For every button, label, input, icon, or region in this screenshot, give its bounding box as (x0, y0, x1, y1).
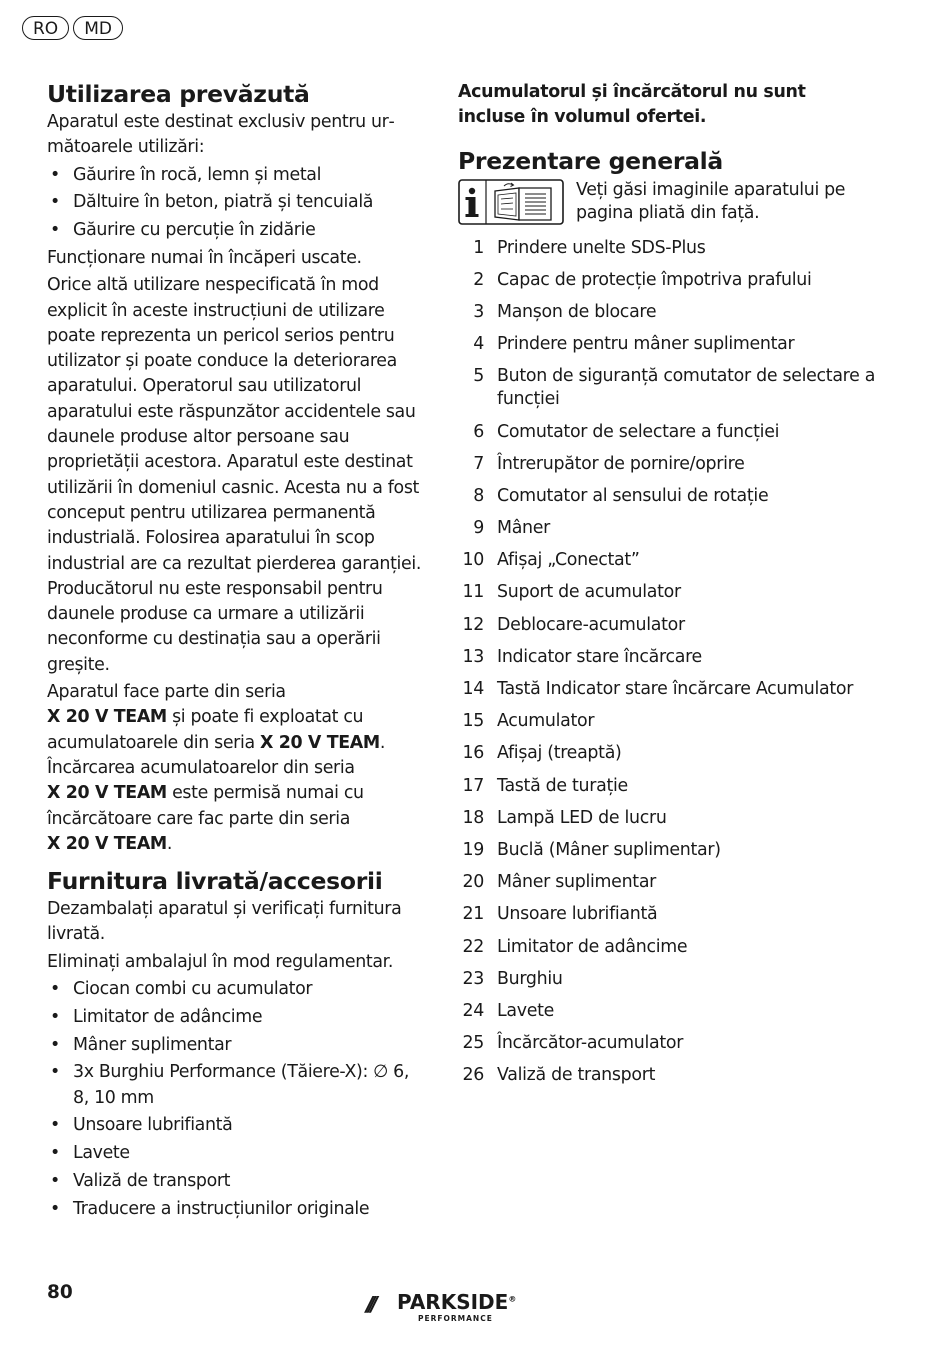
part-label: Lavete (497, 1000, 555, 1021)
part-number: 5 (473, 366, 484, 387)
logo-text: PARKSIDE (397, 1290, 509, 1314)
series-text: Aparatul face parte din seria (47, 682, 286, 703)
part-number: 12 (462, 614, 484, 635)
part-label: Acumulator (497, 711, 595, 732)
part-label: Lampă LED de lucru (497, 807, 667, 828)
page-number: 80 (47, 1282, 73, 1303)
scope-paragraph-1: Dezambalați aparatul și verificați furnitura livrată. (47, 899, 402, 945)
list-item (458, 1064, 878, 1087)
scope-heading: Furnitura livrată/accesorii (47, 867, 383, 896)
series-text: . (166, 833, 173, 854)
part-number: 10 (462, 550, 484, 571)
part-label: Limitator de adâncime (497, 936, 688, 957)
series-text: și poate fi exploatat cu acumulatoarele din seria (47, 707, 364, 753)
part-number: 22 (462, 936, 484, 957)
right-column (458, 78, 878, 1096)
part-number: 4 (473, 334, 484, 355)
part-number: 20 (462, 872, 484, 893)
part-label: Afișaj (treaptă) (497, 743, 622, 764)
part-number: 14 (462, 679, 484, 700)
part-label: Mâner suplimentar (497, 872, 657, 893)
list-item (458, 365, 878, 411)
list-item (458, 333, 878, 356)
list-item (458, 646, 878, 669)
series-text: Încărcarea acumulatoarelor din seria (47, 757, 355, 778)
part-label: Burghiu (497, 968, 563, 989)
part-label: Indicator stare încărcare (497, 646, 702, 667)
list-item (458, 807, 878, 830)
list-item: • Ciocan combi cu acumulator (47, 977, 427, 1002)
list-item (458, 453, 878, 476)
part-label: Tastă de turație (497, 775, 628, 796)
part-number: 19 (462, 839, 484, 860)
dry-rooms-note: Funcționare numai în încăperi uscate. (47, 247, 362, 268)
part-number: 2 (473, 269, 484, 290)
scope-list (47, 977, 427, 1222)
list-item (458, 968, 878, 991)
lang-badge-md: MD (73, 16, 123, 40)
series-brand: X 20 V TEAM (259, 732, 380, 753)
list-item (458, 1032, 878, 1055)
part-label: Mâner (497, 518, 551, 539)
list-item (458, 775, 878, 798)
part-label: Încărcător-acumulator (497, 1033, 684, 1054)
part-number: 15 (462, 711, 484, 732)
left-column (47, 78, 427, 1225)
series-brand: X 20 V TEAM (47, 783, 167, 804)
list-item (458, 614, 878, 637)
list-item (458, 871, 878, 894)
list-item (458, 1000, 878, 1023)
logo-subtitle: PERFORMANCE (418, 1314, 493, 1323)
part-number: 17 (462, 775, 484, 796)
part-label: Comutator al sensului de rotație (497, 485, 769, 506)
list-item (458, 903, 878, 926)
logo-slashes-icon: /// (366, 1292, 373, 1316)
part-number: 7 (473, 453, 484, 474)
list-item (458, 301, 878, 324)
intended-use-intro: Aparatul este destinat exclusiv pentru următoarele utilizări: (47, 112, 395, 158)
list-item: • Unsoare lubrifiantă (47, 1113, 427, 1138)
part-number: 25 (462, 1033, 484, 1054)
list-item: • Lavete (47, 1141, 427, 1166)
list-item (458, 421, 878, 444)
part-label: Prindere unelte SDS-Plus (497, 237, 706, 258)
list-item (458, 269, 878, 292)
series-paragraph (47, 680, 427, 857)
part-label: Buton de siguranță comutator de selectare a funcției (497, 366, 876, 410)
part-number: 23 (462, 968, 484, 989)
part-label: Tastă Indicator stare încărcare Acumulator (497, 679, 854, 700)
series-brand: X 20 V TEAM (47, 707, 167, 728)
list-item: • Limitator de adâncime (47, 1005, 427, 1030)
list-item (458, 517, 878, 540)
part-number: 13 (462, 646, 484, 667)
intended-use-list (47, 163, 427, 244)
part-label: Buclă (Mâner suplimentar) (497, 839, 721, 860)
list-item: • Găurire în rocă, lemn și metal (47, 163, 427, 188)
part-label: Întrerupător de pornire/oprire (497, 453, 745, 474)
lang-badge-ro: RO (22, 16, 69, 40)
part-number: 1 (473, 237, 484, 258)
part-label: Prindere pentru mâner suplimentar (497, 334, 795, 355)
list-item (458, 742, 878, 765)
scope-paragraph-2: Eliminați ambalajul în mod regulamentar. (47, 951, 394, 972)
list-item: • Mâner suplimentar (47, 1033, 427, 1058)
part-number: 16 (462, 743, 484, 764)
part-label: Capac de protecție împotriva prafului (497, 269, 812, 290)
list-item (458, 678, 878, 701)
overview-heading: Prezentare generală (458, 146, 723, 175)
parts-list (458, 237, 878, 1088)
list-item: • Valiză de transport (47, 1169, 427, 1194)
part-label: Comutator de selectare a funcției (497, 421, 780, 442)
not-included-note: Acumulatorul și încărcătorul nu sunt incluse în volumul ofertei. (458, 82, 806, 128)
part-label: Unsoare lubrifiantă (497, 904, 658, 925)
list-item (458, 581, 878, 604)
part-label: Suport de acumulator (497, 582, 681, 603)
logo-registered: ® (508, 1294, 517, 1304)
list-item (458, 237, 878, 260)
part-number: 21 (462, 904, 484, 925)
parkside-logo (366, 1290, 516, 1324)
series-text: . (379, 732, 386, 753)
part-number: 9 (473, 518, 484, 539)
list-item: • Găurire cu percuție în zidărie (47, 218, 427, 243)
part-label: Manșon de blocare (497, 301, 657, 322)
part-number: 3 (473, 301, 484, 322)
list-item: • 3x Burghiu Performance (Tăiere-X): ∅ 6, 8, 10 mm (47, 1060, 427, 1111)
part-number: 26 (462, 1065, 484, 1086)
language-badges (22, 16, 123, 40)
part-number: 8 (473, 485, 484, 506)
list-item (458, 485, 878, 508)
part-number: 18 (462, 807, 484, 828)
series-text: este permisă numai cu încărcătoare care fac parte din seria (47, 783, 364, 829)
part-number: 11 (462, 582, 484, 603)
logo-wordmark (397, 1290, 516, 1314)
part-number: 24 (462, 1000, 484, 1021)
part-label: Afișaj „Conectat” (497, 550, 640, 571)
misuse-warning: Orice altă utilizare nespecificată în mod explicit în aceste instrucțiuni de utilizare poate reprezenta un pericol serios pentru utilizator și poate conduce la deteriorarea aparatului. Operatorul sau utilizatorul aparatului este răspunzător accidentele sau daunele produse altor persoane sau proprietății acestora. Aparatul este destinat utilizării în domeniul casnic. Acesta nu a fost conceput pentru utilizarea permanentă industrială. Folosirea aparatului în scop industrial are ca rezultat pierderea garanției. Producătorul nu este responsabil pentru daunele produse ca urmare a utilizării neconforme cu destinația sau a operării greșite. (47, 275, 422, 675)
list-item (458, 936, 878, 959)
intended-use-heading: Utilizarea prevăzută (47, 80, 310, 108)
part-label: Valiză de transport (497, 1065, 656, 1086)
info-text: Veți găsi imaginile aparatului pe pagina pliată din față. (576, 179, 846, 223)
info-box (458, 179, 878, 225)
list-item (458, 549, 878, 572)
info-foldout-icon (458, 179, 564, 225)
list-item (458, 839, 878, 862)
list-item: • Dăltuire în beton, piatră și tencuială (47, 190, 427, 215)
part-label: Deblocare-acumulator (497, 614, 685, 635)
series-brand: X 20 V TEAM (47, 833, 167, 854)
list-item (458, 710, 878, 733)
part-number: 6 (473, 421, 484, 442)
list-item: • Traducere a instrucțiunilor originale (47, 1197, 427, 1222)
